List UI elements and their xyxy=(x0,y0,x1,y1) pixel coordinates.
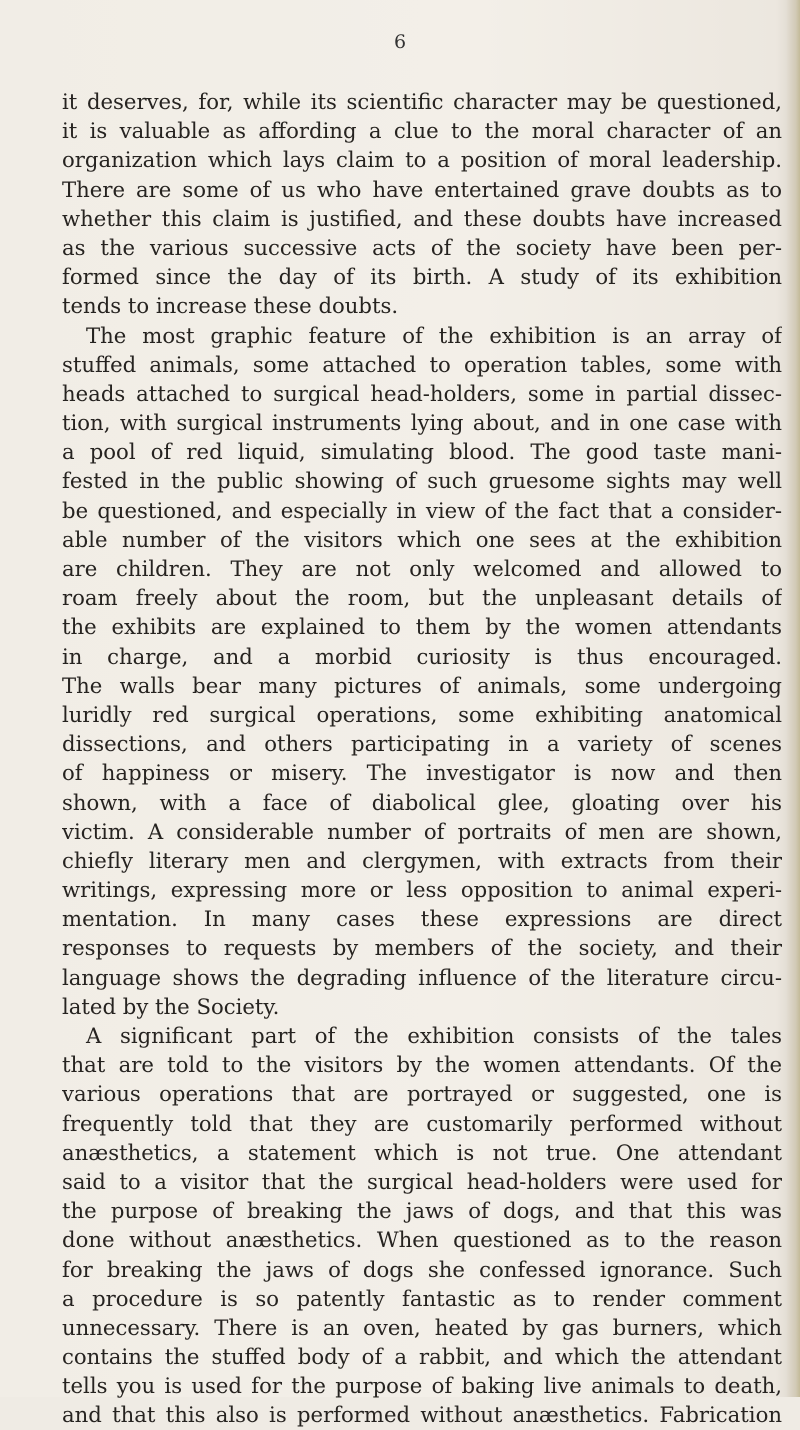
text-line: are children. They are not only welcomed and allowed to xyxy=(62,556,782,581)
text-line: roam freely about the room, but the unpleasant details of xyxy=(62,585,782,611)
text-line: able number of the visitors which one sees at the exhibition xyxy=(62,526,782,552)
text-line: various operations that are portrayed or suggested, one is xyxy=(62,1081,782,1107)
text-line: heads attached to surgical head-holders, some in partial dissec- xyxy=(62,380,782,406)
text-line: organization which lays claim to a position of moral leadership. xyxy=(62,147,782,173)
text-line: chiefly literary men and clergymen, with extracts from their xyxy=(62,847,782,873)
text-line: anæsthetics, a statement which is not true. One attendant xyxy=(62,1139,782,1165)
text-line: tells you is used for the purpose of baking live animals to death, xyxy=(62,1373,782,1399)
text-line: done without anæsthetics. When questioned as to the reason xyxy=(62,1227,782,1253)
text-line: and that this also is performed without anæsthetics. Fabrication xyxy=(62,1402,782,1428)
text-line: fested in the public showing of such gruesome sights may well xyxy=(62,468,782,494)
text-line: a pool of red liquid, simulating blood. The good taste mani- xyxy=(62,439,782,465)
text-line: for breaking the jaws of dogs she confessed ignorance. Such xyxy=(62,1256,782,1282)
text-line: the purpose of breaking the jaws of dogs, and that this was xyxy=(62,1198,782,1224)
body-text xyxy=(62,87,782,1430)
text-line: responses to requests by members of the society, and their xyxy=(62,935,782,961)
text-line: of happiness or misery. The investigator is now and then xyxy=(62,760,782,786)
text-line: The most graphic feature of the exhibition is an array of xyxy=(86,322,782,348)
text-line: said to a visitor that the surgical head-holders were used for xyxy=(62,1168,782,1194)
text-line: language shows the degrading influence of the literature circu- xyxy=(62,964,782,990)
text-line: writings, expressing more or less opposition to animal experi- xyxy=(62,877,782,903)
text-line: mentation. In many cases these expressions are direct xyxy=(62,906,782,932)
text-line: be questioned, and especially in view of the fact that a consider- xyxy=(62,497,782,523)
text-line: stuffed animals, some attached to operation tables, some with xyxy=(62,351,782,377)
text-line: as the various successive acts of the society have been per- xyxy=(62,234,782,260)
text-line: A significant part of the exhibition consists of the tales xyxy=(86,1023,782,1048)
text-line: whether this claim is justified, and these doubts have increased xyxy=(62,205,782,231)
text-line: frequently told that they are customarily performed without xyxy=(62,1110,782,1136)
text-line: it deserves, for, while its scientific character may be questioned, xyxy=(62,89,782,114)
text-line: victim. A considerable number of portraits of men are shown, xyxy=(62,818,782,844)
text-line: it is valuable as affording a clue to the moral character of an xyxy=(62,118,782,144)
text-line: There are some of us who have entertained grave doubts as to xyxy=(62,176,782,202)
text-line: tends to increase these doubts. xyxy=(62,293,399,319)
text-line: lated by the Society. xyxy=(62,993,280,1019)
text-line: luridly red surgical operations, some exhibiting anatomical xyxy=(62,701,782,727)
text-line: contains the stuffed body of a rabbit, and which the attendant xyxy=(62,1344,782,1370)
page-number: 6 xyxy=(393,31,407,53)
text-line: formed since the day of its birth. A study of its exhibition xyxy=(62,264,782,290)
text-line: shown, with a face of diabolical glee, gloating over his xyxy=(62,789,782,815)
text-line: the exhibits are explained to them by the women attendants xyxy=(62,614,782,640)
text-line: tion, with surgical instruments lying about, and in one case with xyxy=(62,410,782,436)
page-edge-shadow xyxy=(786,0,800,1397)
text-line: dissections, and others participating in a variety of scenes xyxy=(62,731,782,757)
text-line: The walls bear many pictures of animals, some undergoing xyxy=(62,672,782,698)
text-line: unnecessary. There is an oven, heated by gas burners, which xyxy=(62,1314,782,1340)
text-line: a procedure is so patently fantastic as to render comment xyxy=(62,1285,782,1311)
text-line: in charge, and a morbid curiosity is thus encouraged. xyxy=(62,643,782,669)
text-line: that are told to the visitors by the women attendants. Of the xyxy=(62,1052,782,1078)
